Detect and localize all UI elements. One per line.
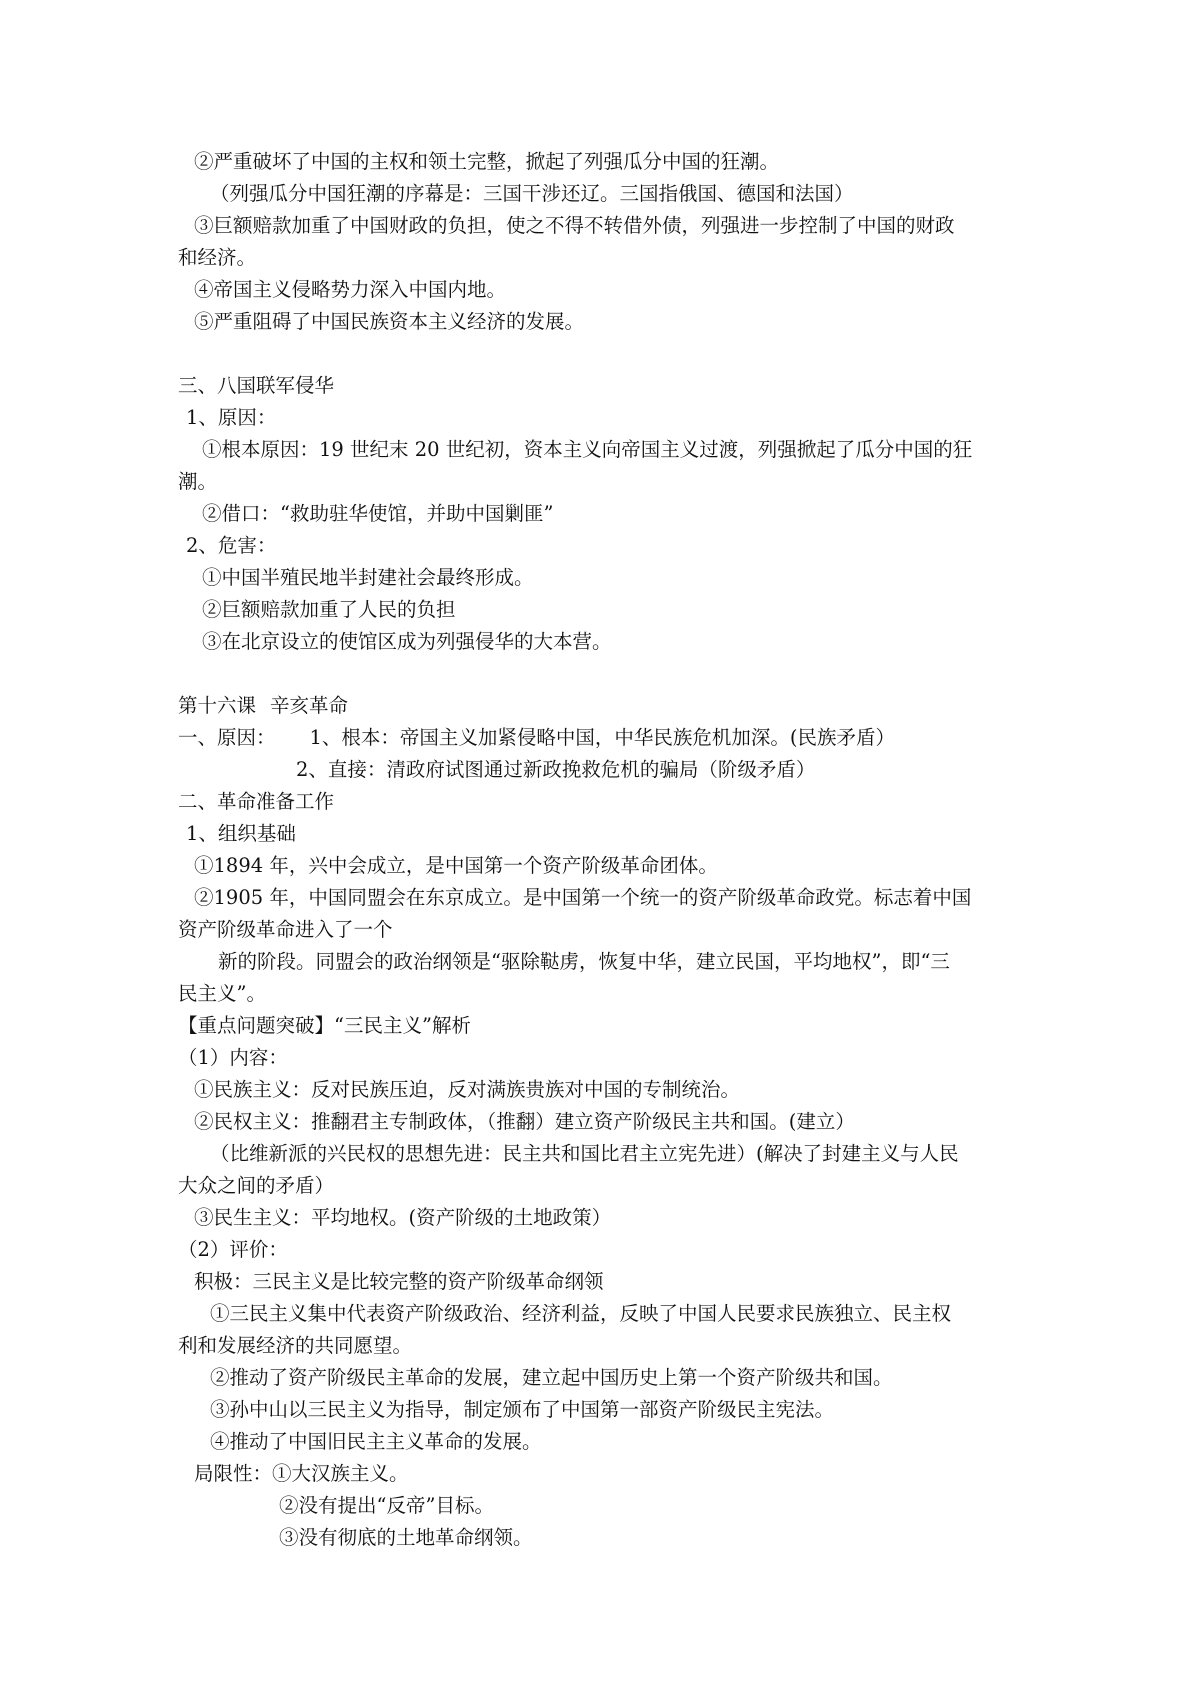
text-line: ②巨额赔款加重了人民的负担 — [202, 598, 456, 621]
text-line: 潮。 — [178, 470, 218, 493]
text-line: ①根本原因：19 世纪末 20 世纪初，资本主义向帝国主义过渡，列强掀起了瓜分中国的狂 — [202, 438, 973, 461]
subheading: （2）评价： — [178, 1238, 288, 1261]
text-line: ③民生主义：平均地权。(资产阶级的土地政策） — [194, 1206, 612, 1229]
text-line: ②借口：“救助驻华使馆，并助中国剿匪” — [202, 502, 554, 525]
section-heading: 二、革命准备工作 — [178, 790, 335, 813]
text-line: ①三民主义集中代表资产阶级政治、经济利益，反映了中国人民要求民族独立、民主权 — [210, 1302, 952, 1325]
text-line: ②没有提出“反帝”目标。 — [279, 1494, 494, 1517]
text-line: ⑤严重阻碍了中国民族资本主义经济的发展。 — [194, 310, 585, 333]
subheading: （1）内容： — [178, 1046, 288, 1069]
text-line: ③在北京设立的使馆区成为列强侵华的大本营。 — [202, 630, 612, 653]
limitation-item: ①大汉族主义。 — [272, 1462, 409, 1485]
text-line: 资产阶级革命进入了一个 — [178, 918, 393, 941]
lesson-name: 辛亥革命 — [270, 694, 349, 717]
lesson-title — [178, 690, 1033, 722]
text-line: ②严重破坏了中国的主权和领土完整，掀起了列强瓜分中国的狂潮。 — [194, 150, 780, 173]
blank-line — [178, 658, 1033, 690]
text-line: ①民族主义：反对民族压迫，反对满族贵族对中国的专制统治。 — [194, 1078, 741, 1101]
lesson-number: 第十六课 — [178, 694, 257, 717]
text-line: 民主义”。 — [178, 982, 266, 1005]
section-heading: 三、八国联军侵华 — [178, 374, 335, 397]
text-line: （列强瓜分中国狂潮的序幕是：三国干涉还辽。三国指俄国、德国和法国） — [210, 182, 854, 205]
blank-line — [178, 338, 1033, 370]
text-line: ②1905 年，中国同盟会在东京成立。是中国第一个统一的资产阶级革命政党。标志着中国 — [194, 886, 972, 909]
text-line: 2、直接：清政府试图通过新政挽救危机的骗局（阶级矛盾） — [296, 758, 816, 781]
text-line: 大众之间的矛盾） — [178, 1174, 335, 1197]
text-line: ②民权主义：推翻君主专制政体，（推翻）建立资产阶级民主共和国。(建立） — [194, 1110, 855, 1133]
subheading: 1、组织基础 — [186, 822, 296, 845]
subheading: 1、原因： — [186, 406, 277, 429]
text-line: （比维新派的兴民权的思想先进：民主共和国比君主立宪先进）(解决了封建主义与人民 — [210, 1142, 959, 1165]
cause-label: 一、原因： — [178, 726, 276, 749]
text-line: ③巨额赔款加重了中国财政的负担，使之不得不转借外债，列强进一步控制了中国的财政 — [194, 214, 955, 237]
text-line: 和经济。 — [178, 246, 257, 269]
text-line: ②推动了资产阶级民主革命的发展，建立起中国历史上第一个资产阶级共和国。 — [210, 1366, 893, 1389]
limitation-label: 局限性： — [194, 1462, 273, 1485]
subheading: 2、危害： — [186, 534, 277, 557]
text-line: 新的阶段。同盟会的政治纲领是“驱除鞑虏，恢复中华，建立民国，平均地权”，即“三 — [218, 950, 950, 973]
text-line: ①中国半殖民地半封建社会最终形成。 — [202, 566, 534, 589]
text-line: 积极：三民主义是比较完整的资产阶级革命纲领 — [194, 1270, 604, 1293]
text-line — [178, 722, 1033, 754]
cause-root: 1、根本：帝国主义加紧侵略中国，中华民族危机加深。(民族矛盾） — [309, 726, 896, 749]
text-line: 利和发展经济的共同愿望。 — [178, 1334, 413, 1357]
highlight-heading: 【重点问题突破】“三民主义”解析 — [178, 1014, 471, 1037]
text-line: ③孙中山以三民主义为指导，制定颁布了中国第一部资产阶级民主宪法。 — [210, 1398, 835, 1421]
text-line: ①1894 年，兴中会成立，是中国第一个资产阶级革命团体。 — [194, 854, 718, 877]
text-line — [178, 1458, 1033, 1490]
document-page — [178, 146, 1033, 1554]
text-line: ④推动了中国旧民主主义革命的发展。 — [210, 1430, 542, 1453]
text-line: ④帝国主义侵略势力深入中国内地。 — [194, 278, 507, 301]
text-line: ③没有彻底的土地革命纲领。 — [279, 1526, 533, 1549]
